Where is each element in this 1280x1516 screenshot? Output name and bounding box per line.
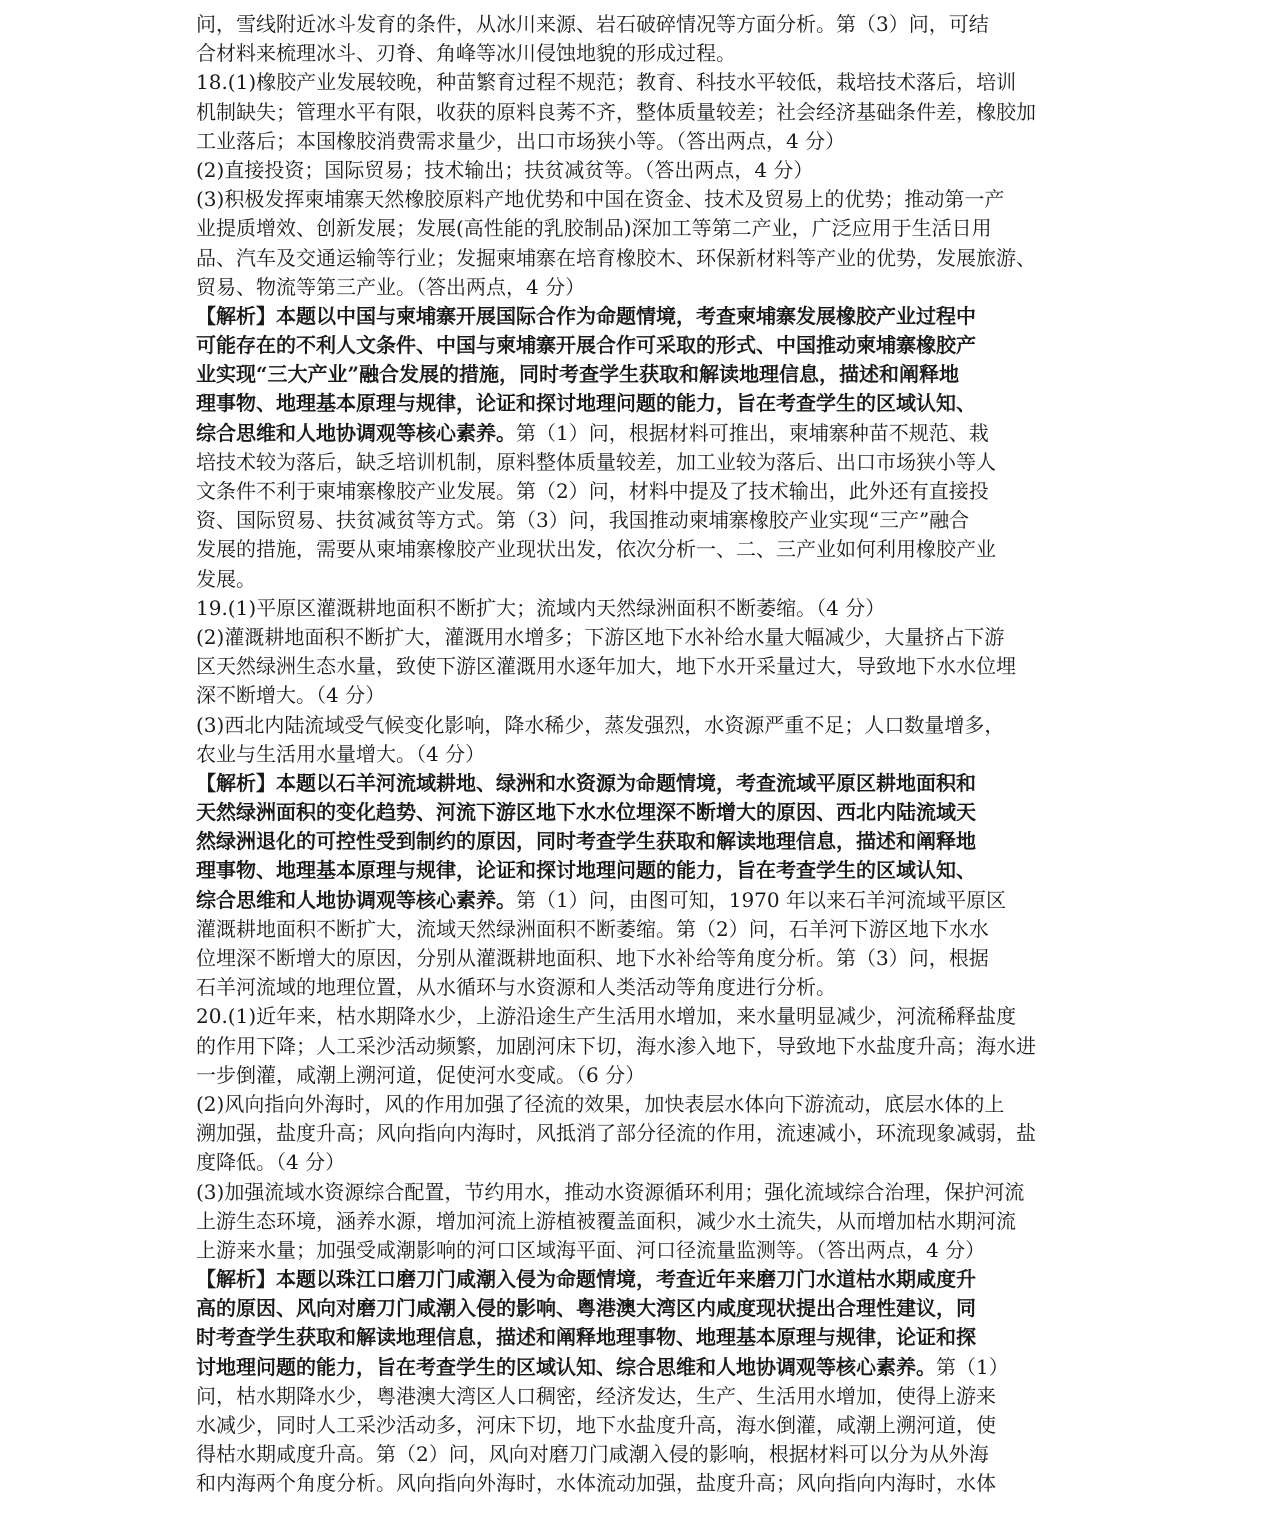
text-segment: 得枯水期咸度升高。第（2）问，风向对磨刀门咸潮入侵的影响，根据材料可以分为从外海 — [196, 1442, 989, 1467]
text-line — [196, 1294, 1088, 1323]
text-line — [196, 419, 1088, 448]
text-segment: 深不断增大。（4 分） — [196, 683, 386, 708]
text-segment: 灌溉耕地面积不断扩大，流域天然绿洲面积不断萎缩。第（2）问，石羊河下游区地下水水 — [196, 916, 989, 941]
text-segment: (2)灌溉耕地面积不断扩大，灌溉用水增多；下游区地下水补给水量大幅减少，大量挤占下游 — [196, 624, 1005, 649]
text-segment: 农业与生活用水量增大。（4 分） — [196, 741, 486, 766]
text-segment: 19.(1)平原区灌溉耕地面积不断扩大；流域内天然绿洲面积不断萎缩。（4 分） — [196, 595, 886, 620]
bold-text-segment: 理事物、地理基本原理与规律，论证和探讨地理问题的能力，旨在考查学生的区域认知、 — [196, 391, 976, 416]
text-segment: 第（1）问，由图可知，1970 年以来石羊河流域平原区 — [516, 887, 1006, 912]
text-segment: 培技术较为落后，缺乏培训机制，原料整体质量较差，加工业较为落后、出口市场狭小等人 — [196, 449, 996, 474]
text-segment: 业提质增效、创新发展；发展(高性能的乳胶制品)深加工等第二产业，广泛应用于生活日用 — [196, 216, 992, 241]
text-line — [196, 506, 1088, 535]
text-segment: 18.(1)橡胶产业发展较晚，种苗繁育过程不规范；教育、科技水平较低，栽培技术落后，培训 — [196, 70, 1017, 95]
text-line — [196, 1032, 1088, 1061]
bold-text-segment: 高的原因、风向对磨刀门咸潮入侵的影响、粤港澳大湾区内咸度现状提出合理性建议，同 — [196, 1296, 976, 1321]
text-segment: 石羊河流域的地理位置，从水循环与水资源和人类活动等角度进行分析。 — [196, 975, 836, 1000]
text-line — [196, 973, 1088, 1002]
bold-text-segment: 然绿洲退化的可控性受到制约的原因，同时考查学生获取和解读地理信息，描述和阐释地 — [196, 829, 976, 854]
text-line — [196, 273, 1088, 302]
text-line — [196, 156, 1088, 185]
text-segment: 机制缺失；管理水平有限，收获的原料良莠不齐，整体质量较差；社会经济基础条件差，橡胶加 — [196, 99, 1036, 124]
text-segment: 溯加强，盐度升高；风向指向内海时，风抵消了部分径流的作用，流速减小，环流现象减弱，盐 — [196, 1121, 1036, 1146]
text-line — [196, 1469, 1088, 1498]
text-segment: (3)加强流域水资源综合配置，节约用水，推动水资源循环利用；强化流域综合治理，保护河流 — [196, 1179, 1025, 1204]
text-line — [196, 1236, 1088, 1265]
text-line — [196, 1090, 1088, 1119]
text-line — [196, 1061, 1088, 1090]
text-segment: 发展。 — [196, 566, 256, 591]
bold-text-segment: 【解析】本题以中国与柬埔寨开展国际合作为命题情境，考查柬埔寨发展橡胶产业过程中 — [196, 303, 976, 328]
text-line — [196, 798, 1088, 827]
text-line — [196, 711, 1088, 740]
text-line — [196, 915, 1088, 944]
bold-text-segment: 时考查学生获取和解读地理信息，描述和阐释地理事物、地理基本原理与规律，论证和探 — [196, 1325, 976, 1350]
text-line — [196, 127, 1088, 156]
text-line — [196, 1119, 1088, 1148]
text-line — [196, 10, 1088, 39]
text-segment: 合材料来梳理冰斗、刃脊、角峰等冰川侵蚀地貌的形成过程。 — [196, 41, 736, 66]
text-line — [196, 1207, 1088, 1236]
text-line — [196, 98, 1088, 127]
bold-text-segment: 理事物、地理基本原理与规律，论证和探讨地理问题的能力，旨在考查学生的区域认知、 — [196, 858, 976, 883]
text-line — [196, 681, 1088, 710]
text-line — [196, 68, 1088, 97]
text-line — [196, 214, 1088, 243]
text-line — [196, 39, 1088, 68]
text-line — [196, 448, 1088, 477]
text-line — [196, 1178, 1088, 1207]
text-line — [196, 1265, 1088, 1294]
text-segment: 水减少，同时人工采沙活动多，河床下切，地下水盐度升高，海水倒灌，咸潮上溯河道，使 — [196, 1413, 996, 1437]
text-line — [196, 1411, 1088, 1440]
bold-text-segment: 综合思维和人地协调观等核心素养。 — [196, 887, 516, 912]
text-segment: 的作用下降；人工采沙活动频繁，加剧河床下切，海水渗入地下，导致地下水盐度升高；海水进 — [196, 1033, 1036, 1058]
text-line — [196, 1148, 1088, 1177]
text-line — [196, 856, 1088, 885]
bold-text-segment: 讨地理问题的能力，旨在考查学生的区域认知、综合思维和人地协调观等核心素养。 — [196, 1354, 936, 1379]
text-line — [196, 1353, 1088, 1382]
text-line — [196, 886, 1088, 915]
text-line — [196, 1323, 1088, 1352]
bold-text-segment: 【解析】本题以珠江口磨刀门咸潮入侵为命题情境，考查近年来磨刀门水道枯水期咸度升 — [196, 1267, 976, 1292]
text-line — [196, 1382, 1088, 1411]
text-line — [196, 652, 1088, 681]
text-line — [196, 331, 1088, 360]
text-line — [196, 827, 1088, 856]
text-line — [196, 565, 1088, 594]
text-segment: 和内海两个角度分析。风向指向外海时，水体流动加强，盐度升高；风向指向内海时，水体 — [196, 1471, 996, 1496]
bold-text-segment: 综合思维和人地协调观等核心素养。 — [196, 420, 516, 445]
text-segment: 贸易、物流等第三产业。（答出两点，4 分） — [196, 274, 586, 299]
text-line — [196, 185, 1088, 214]
text-segment: (3)西北内陆流域受气候变化影响，降水稀少，蒸发强烈，水资源严重不足；人口数量增多， — [196, 712, 1005, 737]
text-segment: 第（1） — [936, 1354, 1009, 1379]
text-segment: 上游生态环境，涵养水源，增加河流上游植被覆盖面积，减少水土流失，从而增加枯水期河流 — [196, 1208, 1016, 1233]
text-segment: 位埋深不断增大的原因，分别从灌溉耕地面积、地下水补给等角度分析。第（3）问，根据 — [196, 946, 989, 970]
text-segment: 文条件不利于柬埔寨橡胶产业发展。第（2）问，材料中提及了技术输出，此外还有直接投 — [196, 479, 989, 503]
text-line — [196, 944, 1088, 973]
text-line — [196, 769, 1088, 798]
text-segment: 发展的措施，需要从柬埔寨橡胶产业现状出发，依次分析一、二、三产业如何利用橡胶产业 — [196, 537, 996, 562]
text-segment: 一步倒灌，咸潮上溯河道，促使河水变咸。（6 分） — [196, 1062, 646, 1087]
bold-text-segment: 可能存在的不利人文条件、中国与柬埔寨开展合作可采取的形式、中国推动柬埔寨橡胶产 — [196, 333, 976, 358]
bold-text-segment: 业实现“三大产业”融合发展的措施，同时考查学生获取和解读地理信息，描述和阐释地 — [196, 362, 960, 387]
text-segment: (2)直接投资；国际贸易；技术输出；扶贫减贫等。（答出两点，4 分） — [196, 157, 814, 182]
text-segment: 问，雪线附近冰斗发育的条件，从冰川来源、岩石破碎情况等方面分析。第（3）问，可结 — [196, 12, 989, 36]
text-line — [196, 360, 1088, 389]
text-line — [196, 302, 1088, 331]
text-segment: 20.(1)近年来，枯水期降水少，上游沿途生产生活用水增加，来水量明显减少，河流稀释盐度 — [196, 1004, 1017, 1029]
text-line — [196, 244, 1088, 273]
text-segment: (3)积极发挥柬埔寨天然橡胶原料产地优势和中国在资金、技术及贸易上的优势；推动第一产 — [196, 187, 1005, 212]
text-line — [196, 477, 1088, 506]
text-segment: 第（1）问，根据材料可推出，柬埔寨种苗不规范、栽 — [516, 420, 989, 445]
text-line — [196, 389, 1088, 418]
text-line — [196, 740, 1088, 769]
text-segment: 工业落后；本国橡胶消费需求量少，出口市场狭小等。（答出两点，4 分） — [196, 128, 846, 153]
text-segment: 品、汽车及交通运输等行业；发掘柬埔寨在培育橡胶木、环保新材料等产业的优势，发展旅游、 — [196, 245, 1036, 270]
text-line — [196, 1440, 1088, 1469]
text-line — [196, 1002, 1088, 1031]
text-segment: 度降低。（4 分） — [196, 1150, 346, 1175]
bold-text-segment: 天然绿洲面积的变化趋势、河流下游区地下水水位埋深不断增大的原因、西北内陆流域天 — [196, 800, 976, 825]
text-line — [196, 623, 1088, 652]
bold-text-segment: 【解析】本题以石羊河流域耕地、绿洲和水资源为命题情境，考查流域平原区耕地面积和 — [196, 770, 976, 795]
text-segment: (2)风向指向外海时，风的作用加强了径流的效果，加快表层水体向下游流动，底层水体的上 — [196, 1091, 1005, 1116]
text-line — [196, 594, 1088, 623]
text-segment: 资、国际贸易、扶贫减贫等方式。第（3）问，我国推动柬埔寨橡胶产业实现“三产”融合 — [196, 508, 970, 533]
text-segment: 上游来水量；加强受咸潮影响的河口区域海平面、河口径流量监测等。（答出两点，4 分） — [196, 1237, 986, 1262]
text-line — [196, 535, 1088, 564]
text-segment: 区天然绿洲生态水量，致使下游区灌溉用水逐年加大，地下水开采量过大，导致地下水水位埋 — [196, 654, 1016, 679]
text-segment: 问，枯水期降水少，粤港澳大湾区人口稠密，经济发达，生产、生活用水增加，使得上游来 — [196, 1383, 996, 1408]
